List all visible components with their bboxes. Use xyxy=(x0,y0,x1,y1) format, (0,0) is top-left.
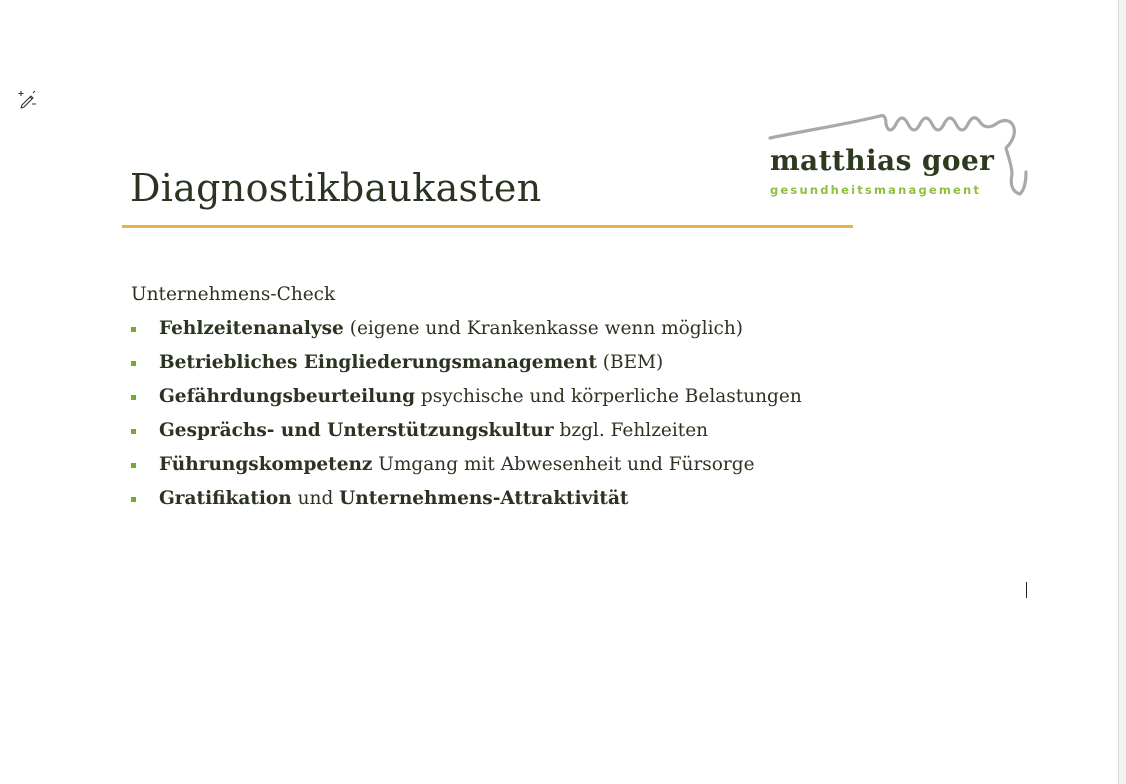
vertical-scrollbar[interactable] xyxy=(1118,0,1126,784)
bullet-text: Fehlzeitenanalyse (eigene und Krankenkasse wenn möglich) xyxy=(159,318,743,339)
bullet-square-icon xyxy=(131,429,136,434)
bullet-square-icon xyxy=(131,395,136,400)
list-item xyxy=(131,453,802,487)
section-heading: Unternehmens-Check xyxy=(131,284,336,305)
bullet-list xyxy=(131,317,802,521)
bullet-text: Betriebliches Eingliederungsmanagement (BEM) xyxy=(159,352,664,373)
pen-sparkle-icon[interactable] xyxy=(16,88,38,110)
list-item xyxy=(131,419,802,453)
bullet-text: Gefährdungsbeurteilung psychische und körperliche Belastungen xyxy=(159,386,802,407)
bullet-text: Gesprächs- und Unterstützungskultur bzgl. Fehlzeiten xyxy=(159,420,709,441)
text-cursor xyxy=(1026,582,1027,598)
company-logo xyxy=(768,110,1028,200)
bullet-text: Führungskompetenz Umgang mit Abwesenheit und Fürsorge xyxy=(159,454,755,475)
bullet-square-icon xyxy=(131,361,136,366)
logo-tagline: gesundheitsmanagement xyxy=(770,183,982,197)
list-item xyxy=(131,487,802,521)
slide-title: Diagnostikbaukasten xyxy=(130,166,542,210)
list-item xyxy=(131,351,802,385)
bullet-square-icon xyxy=(131,463,136,468)
bullet-square-icon xyxy=(131,497,136,502)
title-underline xyxy=(122,225,853,228)
list-item xyxy=(131,385,802,419)
list-item xyxy=(131,317,802,351)
bullet-text: Gratifikation und Unternehmens-Attraktivität xyxy=(159,488,629,509)
logo-name: matthias goer xyxy=(770,144,995,177)
bullet-square-icon xyxy=(131,327,136,332)
